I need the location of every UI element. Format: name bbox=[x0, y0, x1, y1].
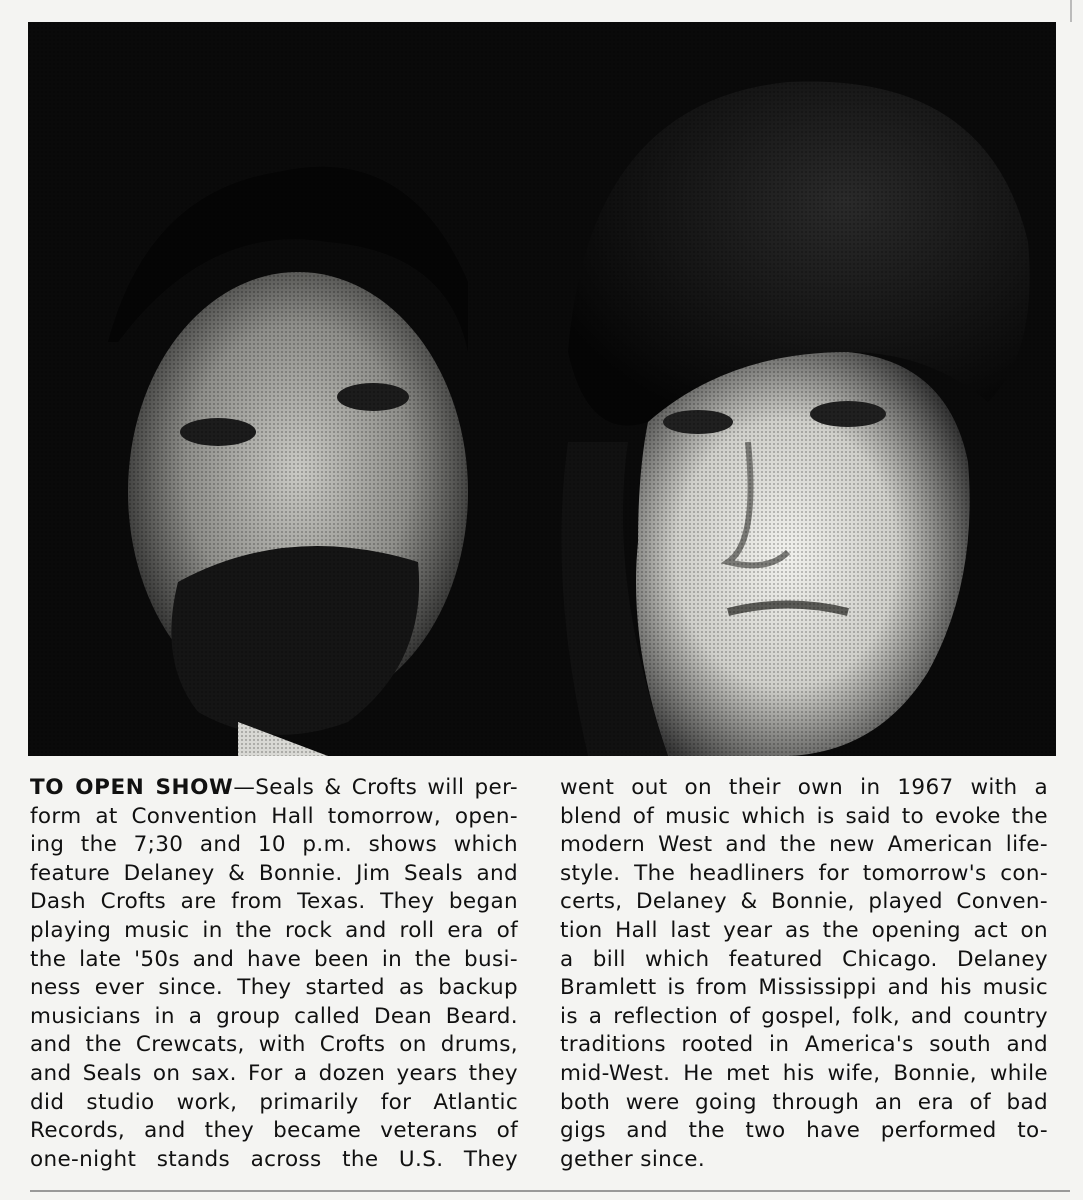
caption-line: feature Delaney & Bonnie. Jim Seals and bbox=[30, 860, 518, 886]
caption-line: tion Hall last year as the opening act on bbox=[560, 917, 1048, 943]
caption-line: went out on their own in 1967 with a bbox=[560, 775, 1048, 800]
caption-line: Dash Crofts are from Texas. They began bbox=[30, 889, 518, 915]
caption-line: both were going through an era of bad bbox=[560, 1089, 1048, 1115]
column-rule-right bbox=[1070, 0, 1072, 22]
caption-line: gigs and the two have performed to- bbox=[560, 1118, 1048, 1144]
caption-line: form at Convention Hall tomorrow, open- bbox=[30, 803, 518, 829]
caption-line: style. The headliners for tomorrow's con- bbox=[560, 860, 1048, 886]
caption-line: a bill which featured Chicago. Delaney bbox=[560, 946, 1048, 972]
caption-line: is a reflection of gospel, folk, and country bbox=[560, 1003, 1048, 1029]
caption-line: ness ever since. They started as backup bbox=[30, 975, 518, 1001]
caption-line-text: —Seals & Crofts will per- bbox=[233, 775, 518, 800]
caption-line: modern West and the new American life- bbox=[560, 832, 1048, 858]
halftone-photo-icon bbox=[28, 22, 1056, 756]
caption-line: the late '50s and have been in the busi- bbox=[30, 946, 518, 972]
caption-line bbox=[30, 774, 518, 803]
caption-line: one-night stands across the U.S. They bbox=[30, 1146, 518, 1172]
caption-column-right bbox=[560, 774, 1048, 1174]
caption-line: gether since. bbox=[560, 1146, 706, 1172]
caption-line: musicians in a group called Dean Beard. bbox=[30, 1003, 518, 1029]
caption-line: did studio work, primarily for Atlantic bbox=[30, 1089, 518, 1115]
caption-line: blend of music which is said to evoke the bbox=[560, 803, 1048, 829]
caption-line: Bramlett is from Mississippi and his music bbox=[560, 975, 1048, 1001]
caption-line: mid-West. He met his wife, Bonnie, while bbox=[560, 1060, 1048, 1086]
caption-line: and Seals on sax. For a dozen years they bbox=[30, 1060, 518, 1086]
caption-line: certs, Delaney & Bonnie, played Conven- bbox=[560, 889, 1048, 915]
caption-line: Records, and they became veterans of bbox=[30, 1118, 518, 1144]
caption-line: playing music in the rock and roll era of bbox=[30, 917, 518, 943]
portrait-photo bbox=[28, 22, 1056, 756]
caption-line: and the Crewcats, with Crofts on drums, bbox=[30, 1032, 518, 1058]
caption-line: traditions rooted in America's south and bbox=[560, 1032, 1048, 1058]
column-rule-bottom bbox=[30, 1190, 1070, 1192]
caption-line: ing the 7;30 and 10 p.m. shows which bbox=[30, 832, 518, 858]
photo-caption bbox=[30, 774, 1050, 1184]
caption-column-left bbox=[30, 774, 518, 1174]
caption-headline: TO OPEN SHOW bbox=[30, 775, 234, 800]
